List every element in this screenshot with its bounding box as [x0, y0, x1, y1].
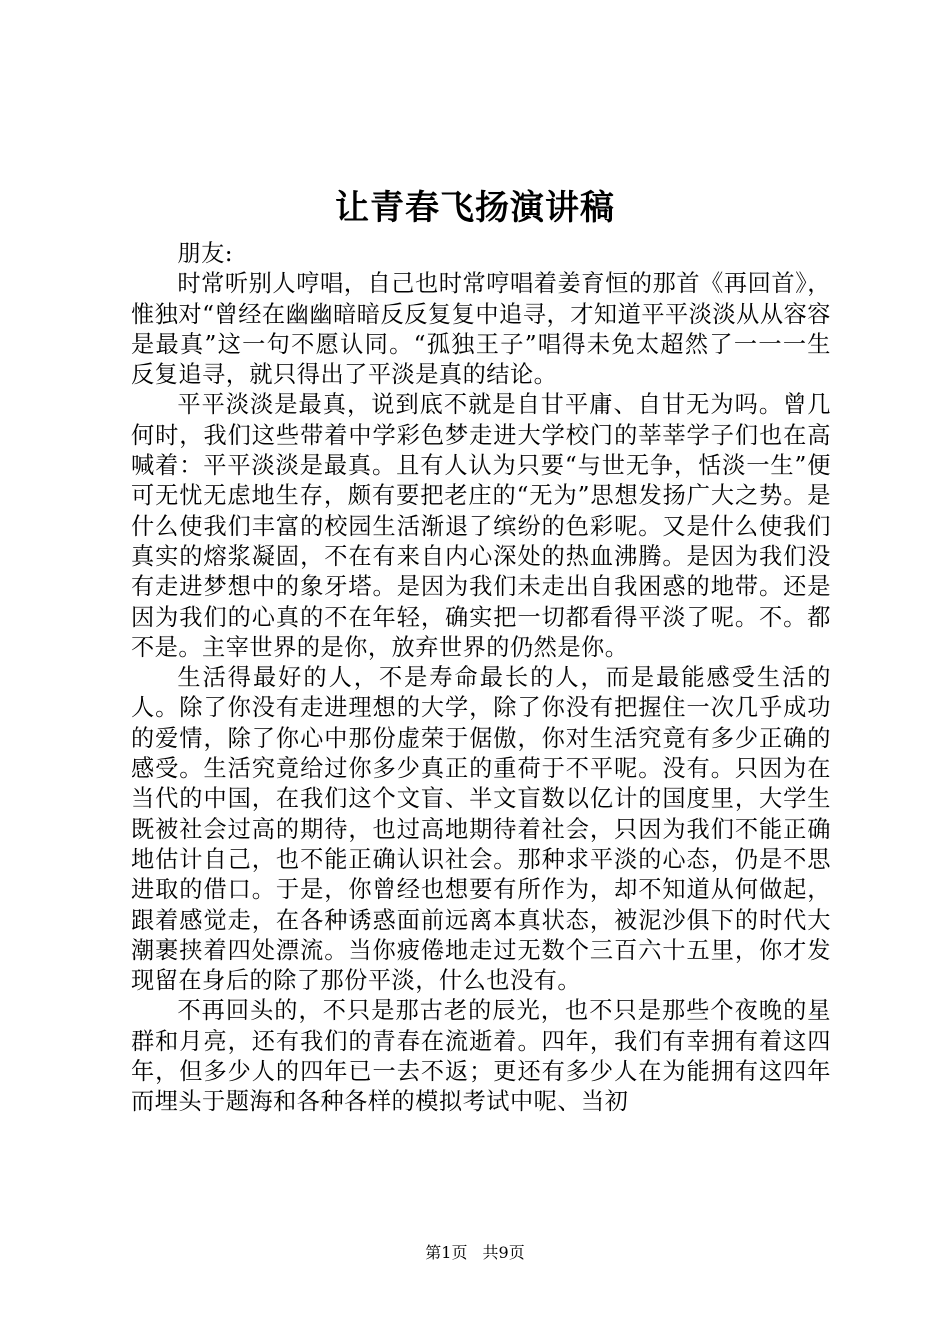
greeting-line: 朋友:	[177, 240, 234, 267]
document-title: 让青春飞扬演讲稿	[335, 188, 615, 228]
page-number-total: 共9页	[482, 1243, 525, 1262]
page-number-current: 第1页	[425, 1243, 468, 1262]
paragraph-2: 平平淡淡是最真，说到底不就是自甘平庸、自甘无为吗。曾几何时，我们这些带着中学彩色梦走进大学校门的莘莘学子们也在高喊着：平平淡淡是最真。且有人认为只要“与世无争，恬淡一生”便可无忧无虑地生存，颇有要把老庄的“无为”思想发扬广大之势。是什么使我们丰富的校园生活渐退了缤纷的色彩呢。又是什么使我们真实的熔浆凝固，不在有来自内心深处的热血沸腾。是因为我们没有走进梦想中的象牙塔。是因为我们未走出自我困惑的地带。还是因为我们的心真的不在年轻，确实把一切都看得平淡了呢。不。都不是。主宰世界的是你，放弃世界的仍然是你。	[131, 391, 831, 661]
paragraph-1: 时常听别人哼唱，自己也时常哼唱着姜育恒的那首《再回首》，惟独对“曾经在幽幽暗暗反反复复中追寻，才知道平平淡淡从从容容是最真”这一句不愿认同。“孤独王子”唱得未免太超然了一一一生反复追寻，就只得出了平淡是真的结论。	[131, 270, 831, 389]
paragraph-3: 生活得最好的人，不是寿命最长的人，而是最能感受生活的人。除了你没有走进理想的大学，除了你没有把握住一次几乎成功的爱情，除了你心中那份虚荣于倨傲，你对生活究竟有多少正确的感受。生活究竟给过你多少真正的重荷于不平呢。没有。只因为在当代的中国，在我们这个文盲、半文盲数以亿计的国度里，大学生既被社会过高的期待，也过高地期待着社会，只因为我们不能正确地估计自己，也不能正确认识社会。那种求平淡的心态，仍是不思进取的借口。于是，你曾经也想要有所作为，却不知道从何做起，跟着感觉走，在各种诱惑面前远离本真状态，被泥沙俱下的时代大潮裹挟着四处漂流。当你疲倦地走过无数个三百六十五里，你才发现留在身后的除了那份平淡，什么也没有。	[131, 664, 831, 995]
paragraph-4: 不再回头的，不只是那古老的辰光，也不只是那些个夜晚的星群和月亮，还有我们的青春在流逝着。四年，我们有幸拥有着这四年，但多少人的四年已一去不返；更还有多少人在为能拥有这四年而埋头于题海和各种各样的模拟考试中呢、当初	[131, 997, 831, 1116]
page-footer	[0, 1243, 950, 1263]
document-body	[131, 239, 831, 1118]
